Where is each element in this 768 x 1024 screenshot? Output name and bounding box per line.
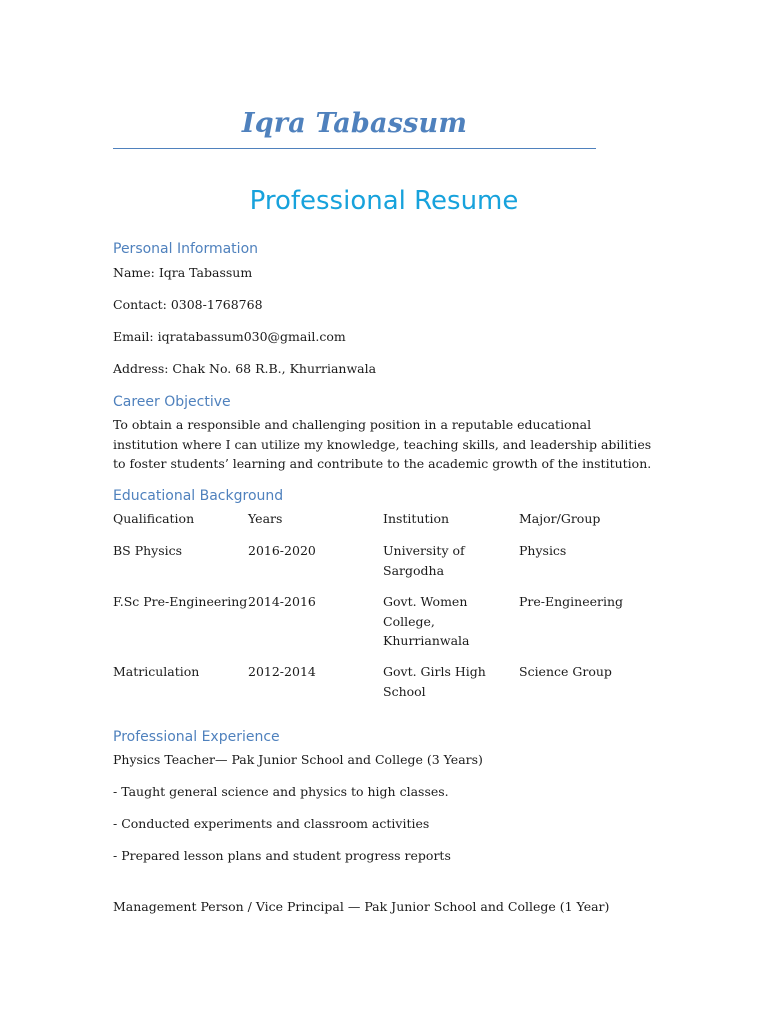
table-cell: University of Sargodha — [383, 543, 465, 578]
title-divider — [113, 148, 596, 149]
document-title: Professional Resume — [249, 186, 519, 216]
table-cell: 2012-2014 — [248, 664, 316, 679]
column-header: Institution — [383, 511, 450, 526]
job-title: Physics Teacher— Pak Junior School and College (3 Years) — [113, 752, 483, 767]
education-heading: Educational Background — [113, 488, 284, 504]
table-cell: Pre-Engineering — [519, 594, 624, 609]
career-objective-heading: Career Objective — [113, 394, 231, 410]
table-cell: BS Physics — [113, 543, 183, 558]
table-cell: 2014-2016 — [248, 594, 316, 609]
address-line: Address: Chak No. 68 R.B., Khurrianwala — [113, 361, 377, 376]
column-header: Major/Group — [519, 511, 601, 526]
table-cell: Matriculation — [113, 664, 200, 679]
table-cell: Govt. Girls High School — [383, 664, 486, 699]
education-header-row — [113, 509, 658, 541]
table-row — [113, 662, 658, 713]
job-title: Management Person / Vice Principal — Pak Junior School and College (1 Year) — [113, 899, 610, 914]
candidate-name: Iqra Tabassum — [241, 108, 468, 139]
name-line: Name: Iqra Tabassum — [113, 265, 253, 280]
job-bullet: - Conducted experiments and classroom activities — [113, 816, 430, 831]
contact-line: Contact: 0308-1768768 — [113, 297, 263, 312]
education-table — [113, 509, 658, 713]
job-bullet: - Taught general science and physics to high classes. — [113, 784, 449, 799]
experience-heading: Professional Experience — [113, 729, 280, 745]
table-cell: 2016-2020 — [248, 543, 316, 558]
column-header: Qualification — [113, 511, 195, 526]
table-row — [113, 592, 658, 662]
career-objective-text: To obtain a responsible and challenging position in a reputable educational institution where I can utilize my knowledge, teaching skills, and leadership abilities to foster students’ learning and contribute to the academic growth of the institution. — [113, 417, 652, 471]
table-cell: F.Sc Pre-Engineering — [113, 594, 248, 609]
column-header: Years — [248, 511, 283, 526]
table-cell: Govt. Women College, Khurrianwala — [383, 594, 470, 648]
personal-info-heading: Personal Information — [113, 241, 259, 257]
email-line: Email: iqratabassum030@gmail.com — [113, 329, 346, 344]
table-cell: Science Group — [519, 664, 612, 679]
job-bullet: - Prepared lesson plans and student progress reports — [113, 848, 451, 863]
table-cell: Physics — [519, 543, 567, 558]
table-row — [113, 541, 658, 592]
